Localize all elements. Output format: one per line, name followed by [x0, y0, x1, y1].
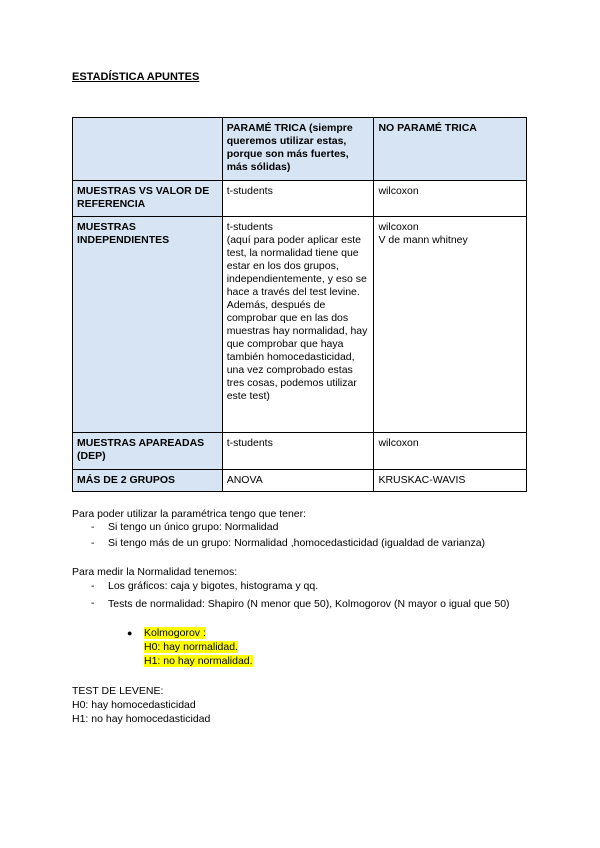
table-row — [73, 470, 527, 492]
kolmogorov-h0-wrap — [144, 641, 238, 654]
dash-bullet: - — [91, 597, 95, 609]
list-item: Si tengo más de un grupo: Normalidad ,homocedasticidad (igualdad de varianza) — [108, 537, 486, 549]
levene-h0: H0: hay homocedasticidad — [72, 699, 196, 711]
normality-intro: Para medir la Normalidad tenemos: — [72, 566, 238, 578]
cell-nonparametric: wilcoxon — [374, 433, 527, 470]
row-label: MUESTRAS VS VALOR DE REFERENCIA — [73, 181, 223, 217]
cell-parametric-test: t-students — [226, 221, 273, 233]
cell-parametric: t-students — [222, 181, 374, 217]
cell-nonparametric — [374, 217, 527, 433]
page-title: ESTADÍSTICA APUNTES — [72, 71, 200, 83]
row-label: MÁS DE 2 GRUPOS — [73, 470, 223, 492]
table-row — [73, 433, 527, 470]
levene-h1: H1: no hay homocedasticidad — [72, 713, 211, 725]
cell-nonparametric-test: wilcoxon — [378, 221, 419, 233]
cell-parametric — [222, 217, 374, 433]
table-row — [73, 181, 527, 217]
list-item: Los gráficos: caja y bigotes, histograma y qq. — [108, 580, 319, 592]
row-label: MUESTRAS INDEPENDIENTES — [73, 217, 223, 433]
kolmogorov-h0: H0: hay normalidad. — [144, 641, 238, 653]
levene-title: TEST DE LEVENE: — [72, 685, 164, 697]
cell-parametric: t-students — [222, 433, 374, 470]
parametric-requirements-intro: Para poder utilizar la paramétrica tengo que tener: — [72, 508, 307, 520]
kolmogorov-label: Kolmogorov : — [144, 627, 206, 639]
header-cell-empty — [73, 118, 223, 181]
cell-parametric-note: (aquí para poder aplicar este test, la normalidad tiene que estar en los dos grupos, independientemente, y eso se hace a través del test levine. Además, después de comprobar que en las dos muestras hay normalidad, hay que comprobar que haya también homocedasticidad, una vez comprobado estas tres cosas, podemos utilizar este test) — [226, 234, 368, 402]
cell-nonparametric: wilcoxon — [374, 181, 527, 217]
comparison-table — [72, 117, 527, 492]
list-item: Tests de normalidad: Shapiro (N menor que 50), Kolmogorov (N mayor o igual que 50) — [108, 598, 510, 610]
dash-bullet: - — [91, 537, 95, 549]
cell-parametric: ANOVA — [222, 470, 374, 492]
table-header-row — [73, 118, 527, 181]
round-bullet-icon: ● — [127, 628, 133, 638]
kolmogorov-h1: H1: no hay normalidad. — [144, 655, 253, 667]
kolmogorov-h1-wrap — [144, 655, 253, 668]
list-item: Si tengo un único grupo: Normalidad — [108, 521, 279, 533]
header-cell-parametric: PARAMÉ TRICA (siempre queremos utilizar estas, porque son más fuertes, más sólidas) — [222, 118, 374, 181]
cell-nonparametric: KRUSKAC-WAVIS — [374, 470, 527, 492]
table-row — [73, 217, 527, 433]
header-cell-nonparametric: NO PARAMÉ TRICA — [374, 118, 527, 181]
cell-nonparametric-test-2: V de mann whitney — [378, 234, 468, 246]
dash-bullet: - — [91, 521, 95, 533]
row-label: MUESTRAS APAREADAS (DEP) — [73, 433, 223, 470]
dash-bullet: - — [91, 580, 95, 592]
kolmogorov-label-wrap — [144, 627, 206, 640]
